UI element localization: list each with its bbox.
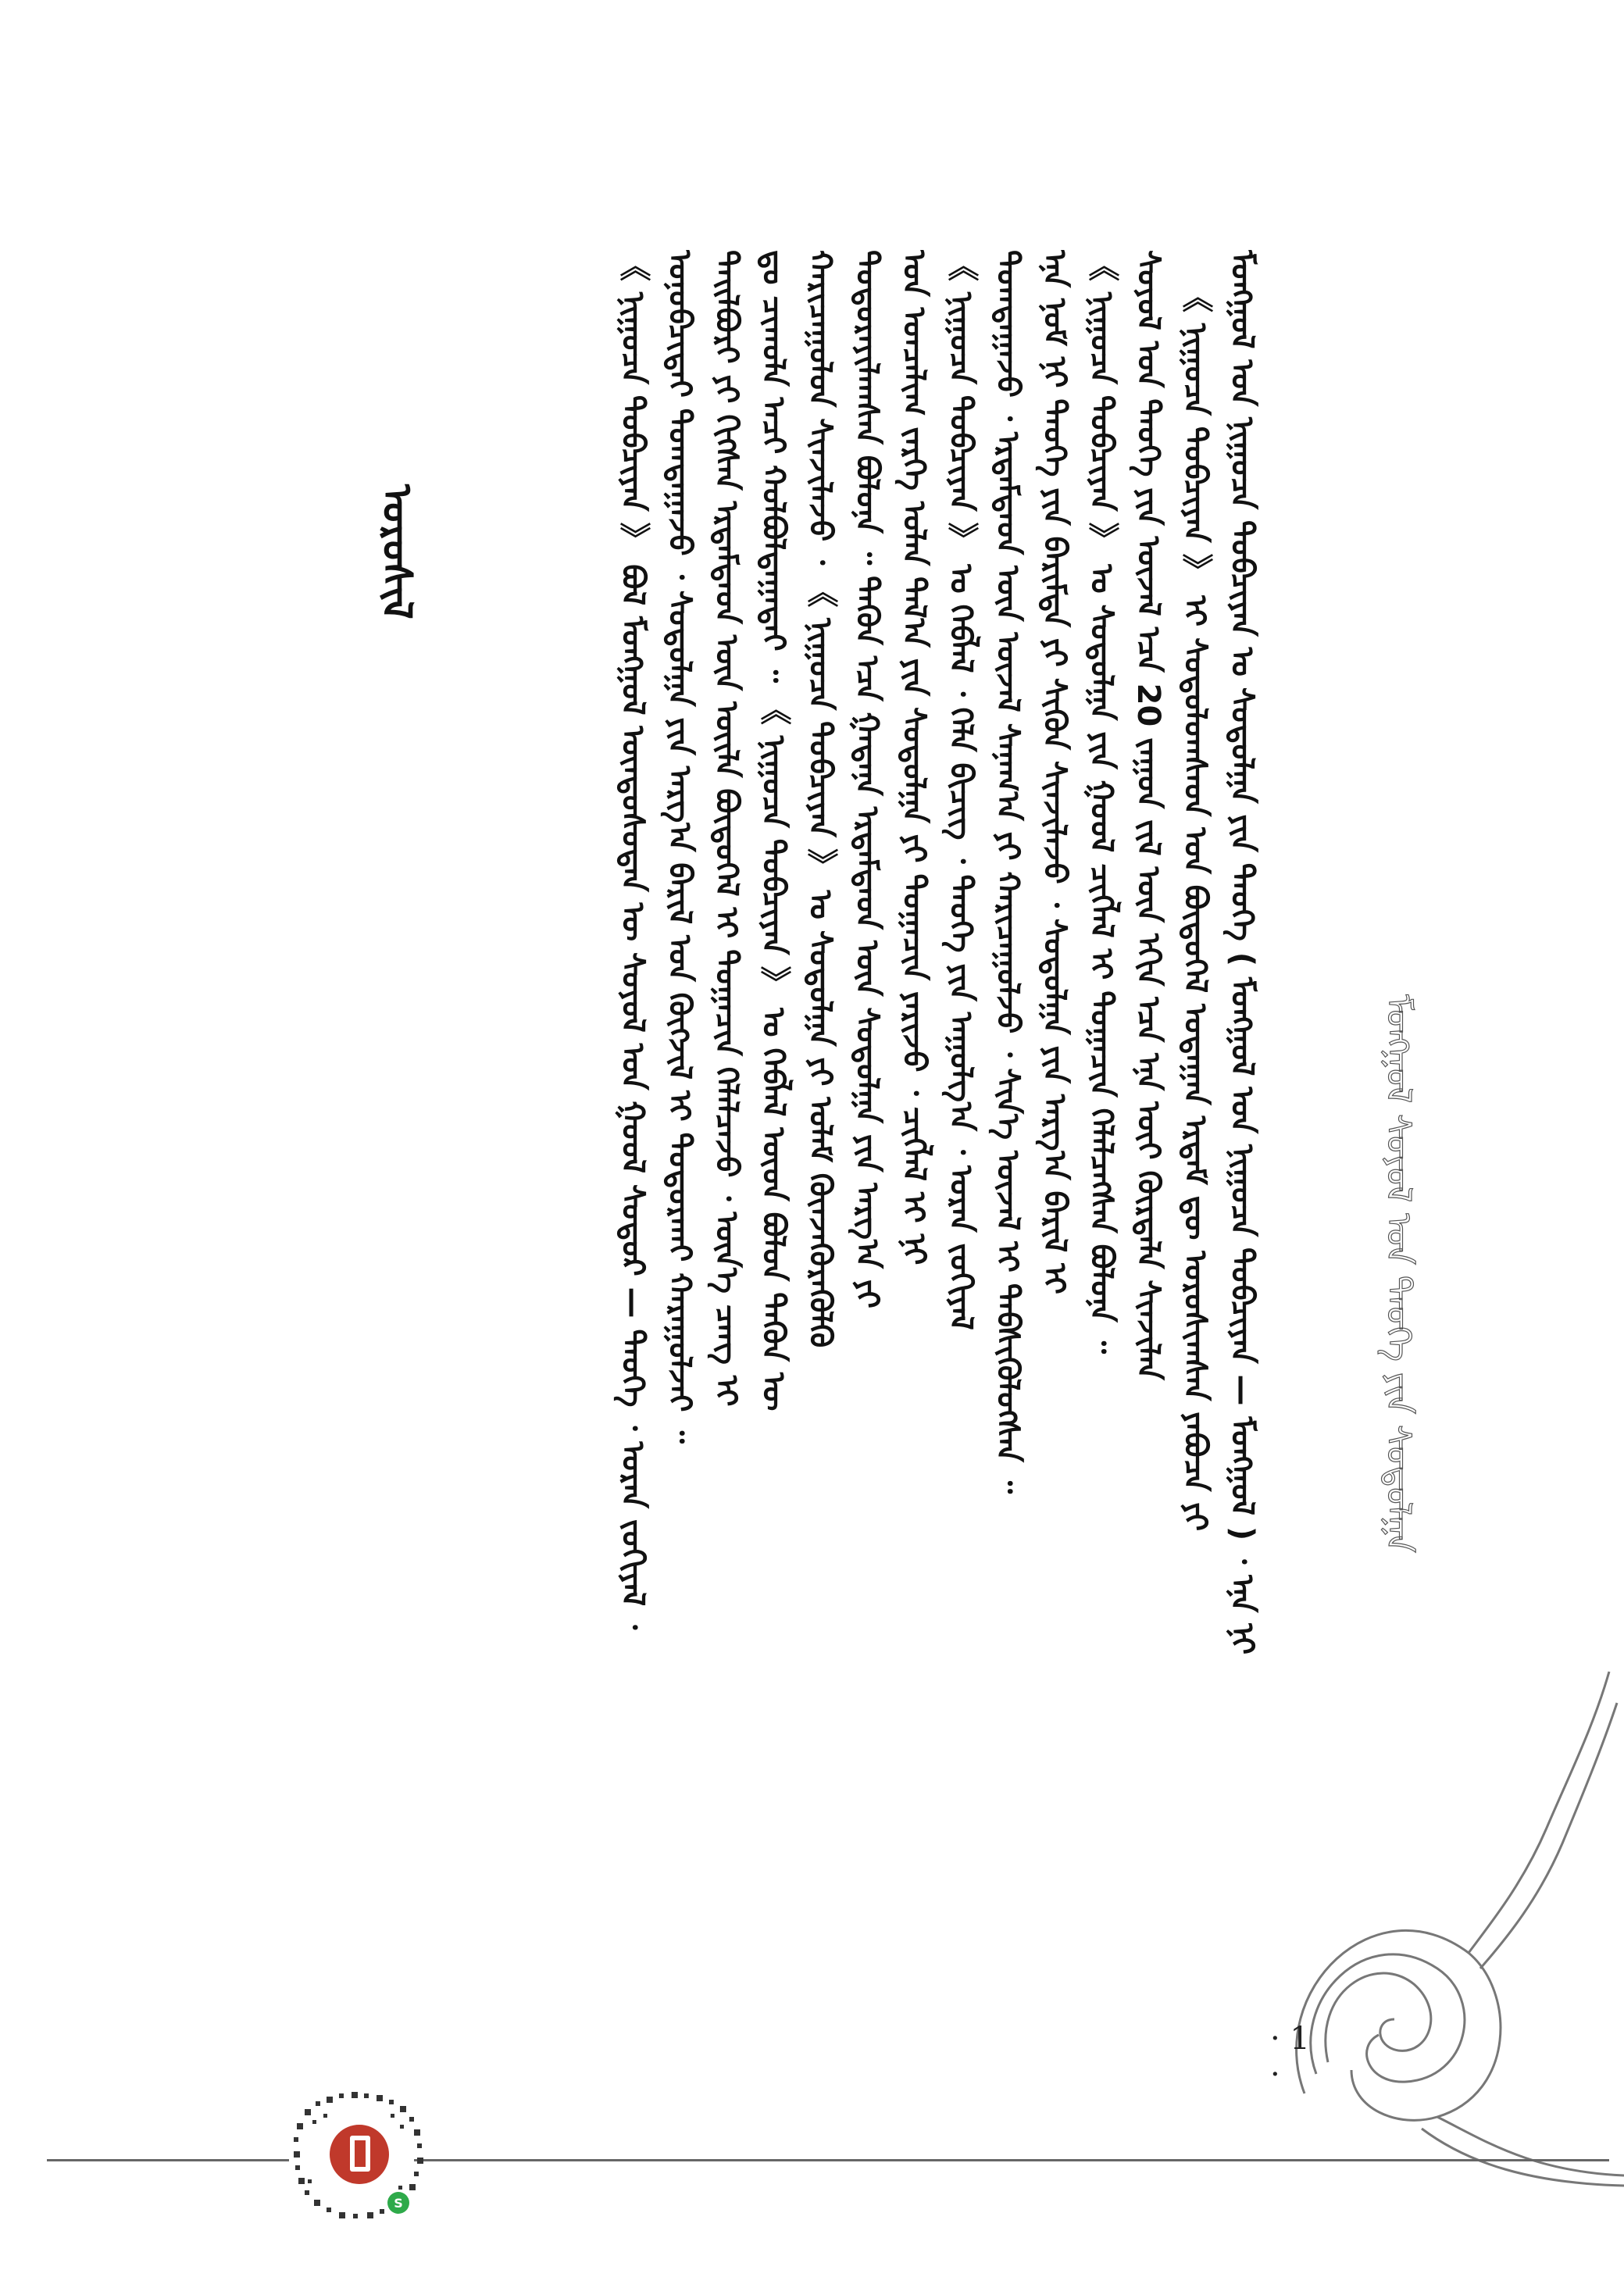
chapter-heading — [366, 484, 428, 625]
text-column: ᠳᠤ ᠴᠢᠬᠤᠯᠠ ᠠᠴᠢ ᠬᠣᠯᠪᠣᠯᠳᠠᠭᠠᠲᠠᠢ ᠃ 《 ᠨᠢᠭᠤᠴᠠ ᠲᠣᠪᠴᠢᠶᠠᠨ 》 ᠤ ᠬᠡᠪᠯᠡᠯ ᠦᠳ ᠪᠣᠯᠣᠨ ᠲᠡᠭᠦᠨ ᠦ — [755, 250, 791, 1412]
text-column: ᠤᠨ ᠣᠨᠴᠠᠯᠢᠭ ᠵᠡᠷᠭᠡ ᠣᠯᠠᠨ ᠲᠠᠯ᠎ᠠ ᠶᠢᠨ ᠰᠤᠳᠤᠯᠭᠠ ᠶᠢ ᠲᠣᠭᠠᠴᠢᠨ ᠶᠠᠷᠢᠵᠤ ᠂ ᠴᠢᠭᠯᠡᠯ ᠢ ᠨᠢ — [896, 250, 932, 1265]
text-column: ᠬᠠᠷᠢᠴᠠᠭᠤᠯᠤᠨ ᠰᠢᠨᠵᠢᠯᠡᠵᠦ ᠂ 《 ᠨᠢᠭᠤᠴᠠ ᠲᠣᠪᠴᠢᠶᠠᠨ 》 ᠤ ᠰᠤᠳᠤᠯᠭᠠ ᠶᠢ ᠤᠯᠠᠮ ᠭᠦᠨᠵᠡᠭᠦᠷᠡᠭᠦᠯᠬᠦ — [802, 250, 838, 1348]
chapter-heading-text: ᠣᠷᠣᠰᠢᠯ — [373, 484, 420, 619]
text-column: 《 ᠨᠢᠭᠤᠴᠠ ᠲᠣᠪᠴᠢᠶᠠᠨ 》 ᠤ ᠬᠡᠪᠯᠡᠯ ᠂ ᠬᠡᠯᠡ ᠪᠢᠴᠢᠭ ᠂ ᠲᠡᠦᠬᠡ ᠶᠢᠨ ᠠᠭᠤᠯᠭ᠎ᠠ ᠂ ᠤᠷᠠᠨ ᠵᠣᠬᠢᠶᠠᠯ — [943, 250, 979, 1330]
svg-text:S: S — [394, 2196, 403, 2211]
publisher-qr-badge-icon[interactable] — [289, 2086, 430, 2226]
text-column: 《 ᠨᠢᠭᠤᠴᠠ ᠲᠣᠪᠴᠢᠶᠠᠨ 》 ᠪᠣᠯ ᠮᠣᠩᠭᠣᠯ ᠦᠨᠳᠦᠰᠦᠲᠡᠨ ᠦ ᠰᠣᠶᠣᠯ ᠤᠨ ᠭᠣᠣᠯ ᠰᠤᠳᠤᠷ — ᠲᠡᠦᠬᠡ ᠂ ᠤᠷᠠᠨ ᠵᠣᠬᠢᠶᠠᠯ ᠂ — [615, 250, 651, 1630]
page-number: · 1 · — [1270, 2021, 1310, 2093]
text-column: ᠮᠣᠩᠭᠣᠯ ᠤᠨ ᠨᠢᠭᠤᠴᠠ ᠲᠣᠪᠴᠢᠶᠠᠨ ᠤ ᠰᠤᠳᠤᠯᠭᠠ ᠶᠢᠨ ᠲᠡᠦᠬᠡ ( ᠮᠣᠩᠭᠣᠯ ᠤᠨ ᠨᠢᠭᠤᠴᠠ ᠲᠣᠪᠴᠢᠶᠠᠨ — ᠮᠣᠩᠭᠣᠯ ) ᠂ ᠡᠨᠡ ᠨᠢ — [1224, 250, 1260, 1654]
running-head — [1359, 820, 1437, 1726]
text-column: ᠡᠨᠡ ᠨᠣᠮ ᠨᠢ ᠲᠡᠦᠬᠡ ᠶᠢᠨ ᠪᠠᠷᠢᠮᠲᠠ ᠶᠢ ᠰᠢᠭᠦᠨ ᠰᠢᠨᠵᠢᠯᠡᠵᠦ ᠂ ᠰᠤᠳᠤᠯᠭᠠ ᠶᠢᠨ ᠠᠷᠭ᠎ᠠ ᠪᠠᠷᠢᠯ ᠢ — [1037, 250, 1073, 1294]
text-column: ᠲᠠᠢᠯᠪᠤᠷᠢ ᠶᠢ ᠬᠢᠭᠰᠡᠨ ᠡᠷᠳᠡᠮᠲᠡᠳ ᠦᠨ ᠦᠢᠯᠡ ᠪᠦᠲᠦᠭᠡᠯ ᠢ ᠲᠣᠭᠠᠴᠢᠨ ᠬᠡᠯᠡᠯᠴᠡᠵᠦ ᠂ ᠦᠨ᠎ᠡ ᠴᠡᠨᠭ ᠢ — [708, 250, 744, 1407]
text-column: ᠲᠣᠭᠲᠠᠭᠠᠵᠤ ᠂ ᠡᠷᠳᠡᠮᠲᠡᠳ ᠦᠨ ᠦᠵᠡᠯ ᠰᠠᠨᠠᠭ᠎ᠠ ᠶᠢ ᠬᠠᠷᠢᠴᠠᠭᠤᠯᠵᠤ ᠂ ᠰᠢᠨ᠎ᠡ ᠦᠵᠡᠯ ᠢ ᠳᠡᠪᠰᠢᠭᠦᠯᠦᠭᠰᠡᠨ ᠃ — [990, 250, 1026, 1494]
text-column: ᠲᠣᠳᠣᠷᠠᠶᠢᠯᠠᠭᠰᠠᠨ ᠪᠣᠯᠤᠨᠠ ᠃ ᠲᠡᠭᠦᠨ ᠡᠴᠡ ᠭᠠᠳᠠᠨᠠ ᠡᠷᠳᠡᠮᠲᠡᠳ ᠦᠨ ᠰᠤᠳᠤᠯᠭᠠ ᠶᠢᠨ ᠠᠷᠭ᠎ᠠ ᠶᠢ — [849, 250, 885, 1308]
text-column: ᠣᠨᠣᠪᠴᠢᠲᠠᠢ ᠲᠣᠭᠲᠠᠭᠠᠵᠤ ᠂ ᠰᠤᠳᠤᠯᠭᠠ ᠶᠢᠨ ᠠᠷᠭ᠎ᠠ ᠪᠠᠷᠢᠯ ᠤᠨ ᠬᠥᠭᠵᠢᠯ ᠢ ᠲᠣᠳᠣᠷᠬᠠᠢ ᠬᠠᠷᠠᠭᠤᠯᠵᠠᠢ ᠃ — [662, 250, 698, 1444]
bottom-rule — [47, 2159, 289, 2161]
bottom-rule — [414, 2159, 1609, 2161]
text-column: 《 ᠨᠢᠭᠤᠴᠠ ᠲᠣᠪᠴᠢᠶᠠᠨ 》 ᠢ ᠰᠤᠳᠤᠯᠤᠭᠰᠠᠳ ᠤᠨ ᠪᠦᠲᠦᠭᠡᠯ ᠤᠳᠠᠭᠠᠨ ᠡᠷᠳᠡᠮ ᠳᠦ ᠣᠷᠣᠰᠢᠭᠰᠠᠨ ᠶᠠᠪᠤᠴᠠ ᠶᠢ — [1177, 281, 1213, 1532]
text-column: ᠰᠣᠶᠣᠯ ᠤᠨ ᠲᠡᠦᠬᠡ ᠶᠢᠨ ᠦᠵᠡᠯ ᠡᠴᠡ 20 ᠵᠠᠭᠤᠨ ᠵᠢᠯ ᠦᠨ ᠡᠬᠢᠨ ᠡᠴᠡ ᠡᠨᠡ ᠦᠶ ᠬᠦᠷᠲᠡᠯᠡ ᠰᠢᠨᠵᠢᠯᠡᠨ — [1130, 250, 1166, 1380]
text-column: 《 ᠨᠢᠭᠤᠴᠠ ᠲᠣᠪᠴᠢᠶᠠᠨ 》 ᠤ ᠰᠤᠳᠤᠯᠭᠠ ᠶᠢᠨ ᠭᠣᠣᠯ ᠴᠢᠭᠯᠡᠯ ᠢ ᠲᠣᠭᠠᠴᠢᠨ ᠬᠡᠯᠡᠯᠴᠡᠭᠰᠡᠨ ᠪᠣᠯᠤᠨᠠ ᠃ — [1083, 250, 1119, 1354]
running-head-text: ᠮᠣᠩᠭᠣᠯ ᠰᠣᠶᠣᠯ ᠤᠨ ᠲᠡᠦᠬᠡ ᠶᠢᠨ ᠰᠤᠳᠤᠯᠭᠠ — [1378, 994, 1419, 1553]
body-text — [469, 250, 1265, 2039]
cloud-scroll-ornament-icon — [1281, 1625, 1624, 2203]
